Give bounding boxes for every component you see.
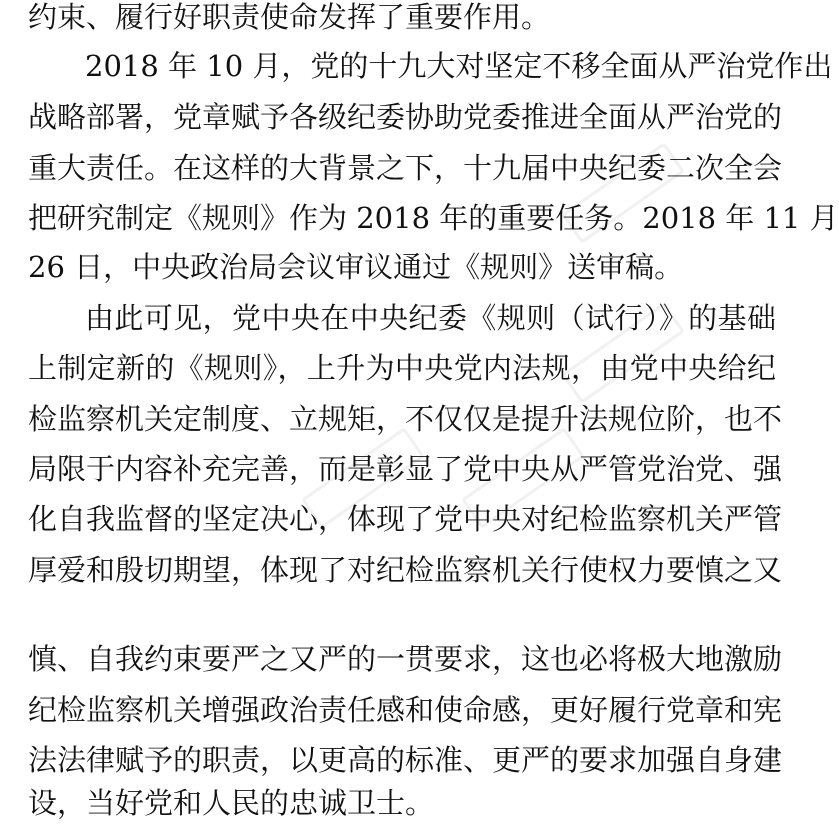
text-line: 化自我监督的坚定决心，体现了党中央对纪检监察机关严管 xyxy=(28,502,783,536)
text-line: 法法律赋予的职责，以更高的标准、更严的要求加强自身建 xyxy=(28,743,783,777)
text-line: 局限于内容补充完善，而是彰显了党中央从严管党治党、强 xyxy=(28,452,783,486)
text-line: 设，当好党和人民的忠诚卫士。 xyxy=(28,786,435,820)
text-line: 厚爱和殷切期望，体现了对纪检监察机关行使权力要慎之又 xyxy=(28,553,783,587)
text-line: 慎、自我约束要严之又严的一贯要求，这也必将极大地激励 xyxy=(28,642,783,676)
text-line: 2018 年 10 月，党的十九大对坚定不移全面从严治党作出 xyxy=(85,49,833,83)
text-line: 把研究制定《规则》作为 2018 年的重要任务。2018 年 11 月 xyxy=(28,201,839,235)
text-line: 重大责任。在这样的大背景之下，十九届中央纪委二次全会 xyxy=(28,151,783,185)
text-line: 由此可见，党中央在中央纪委《规则（试行）》的基础 xyxy=(85,301,776,335)
text-line: 纪检监察机关增强政治责任感和使命感，更好履行党章和宪 xyxy=(28,693,783,727)
text-line: 上制定新的《规则》，上升为中央党内法规，由党中央给纪 xyxy=(28,351,776,385)
text-line: 约束、履行好职责使命发挥了重要作用。 xyxy=(28,0,551,34)
text-line: 26 日，中央政治局会议审议通过《规则》送审稿。 xyxy=(28,250,684,284)
text-line: 检监察机关定制度、立规矩，不仅仅是提升法规位阶，也不 xyxy=(28,402,783,436)
text-line: 战略部署，党章赋予各级纪委协助党委推进全面从严治党的 xyxy=(28,100,783,134)
